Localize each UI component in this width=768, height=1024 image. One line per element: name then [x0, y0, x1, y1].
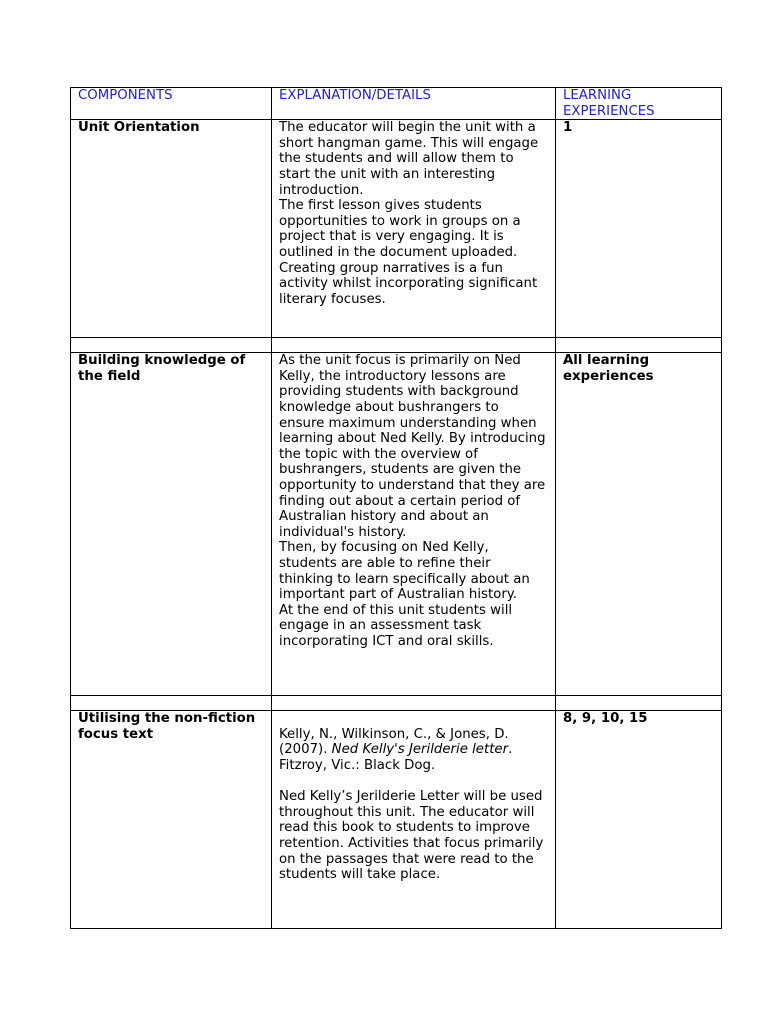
learning-cell: 8, 9, 10, 15	[556, 711, 722, 929]
component-cell: Utilising the non-fiction focus text	[71, 711, 272, 929]
citation-rest: . Fitzroy, Vic.: Black Dog.	[279, 742, 513, 773]
learning-cell: All learning experiences	[556, 353, 722, 696]
table-row	[71, 353, 722, 696]
header-explanation	[272, 88, 556, 120]
spacer-cell	[272, 338, 556, 353]
explanation-cell	[272, 711, 556, 929]
table-row	[71, 120, 722, 338]
header-components	[71, 88, 272, 120]
header-components-label: COMPONENTS	[78, 88, 173, 103]
explanation-cell	[272, 353, 556, 696]
explanation-paragraph: The educator will begin the unit with a short hangman game. This will engage the students and will allow them to start the unit with an interesting introduction.	[279, 120, 539, 198]
spacer-cell	[556, 696, 722, 711]
header-learning-label: LEARNING EXPERIENCES	[563, 88, 655, 119]
explanation-paragraph: The first lesson gives students opportunities to work in groups on a project that is very engaging. It is outlined in the document uploaded. Creating group narratives is a fun activity whilst incorporating significant literary focuses.	[279, 198, 538, 307]
spacer-row	[71, 696, 722, 711]
unit-plan-table	[70, 87, 722, 929]
spacer-cell	[71, 338, 272, 353]
header-explanation-label: EXPLANATION/DETAILS	[279, 88, 431, 103]
citation	[279, 727, 548, 774]
explanation-paragraph: At the end of this unit students will engage in an assessment task incorporating ICT and oral skills.	[279, 602, 513, 649]
component-cell: Building knowledge of the field	[71, 353, 272, 696]
explanation-paragraph: Then, by focusing on Ned Kelly, students are able to refine their thinking to learn specifically about an important part of Australian history.	[279, 540, 530, 603]
learning-cell: 1	[556, 120, 722, 338]
spacer-cell	[556, 338, 722, 353]
citation-authors: Kelly, N., Wilkinson, C., & Jones, D. (2007).	[279, 726, 509, 758]
header-learning	[556, 88, 722, 120]
explanation-cell	[272, 120, 556, 338]
blank-line	[279, 711, 548, 727]
spacer-cell	[272, 696, 556, 711]
spacer-row	[71, 338, 722, 353]
explanation-paragraph: As the unit focus is primarily on Ned Kelly, the introductory lessons are providing students with background knowledge about bushrangers to ensure maximum understanding when learning about Ned Kelly. By introducing the topic with the overview of bushrangers, students are given the opportunity to understand that they are finding out about a certain period of Australian history and about an individual's history.	[279, 353, 546, 540]
citation-title: Ned Kelly's Jerilderie letter	[331, 742, 509, 758]
table-row	[71, 711, 722, 929]
blank-line	[279, 774, 548, 790]
table-header-row	[71, 88, 722, 120]
component-cell: Unit Orientation	[71, 120, 272, 338]
explanation-paragraph: Ned Kelly’s Jerilderie Letter will be used throughout this unit. The educator will read this book to students to improve retention. Activities that focus primarily on the passages that were read to the students will take place.	[279, 789, 544, 883]
spacer-cell	[71, 696, 272, 711]
